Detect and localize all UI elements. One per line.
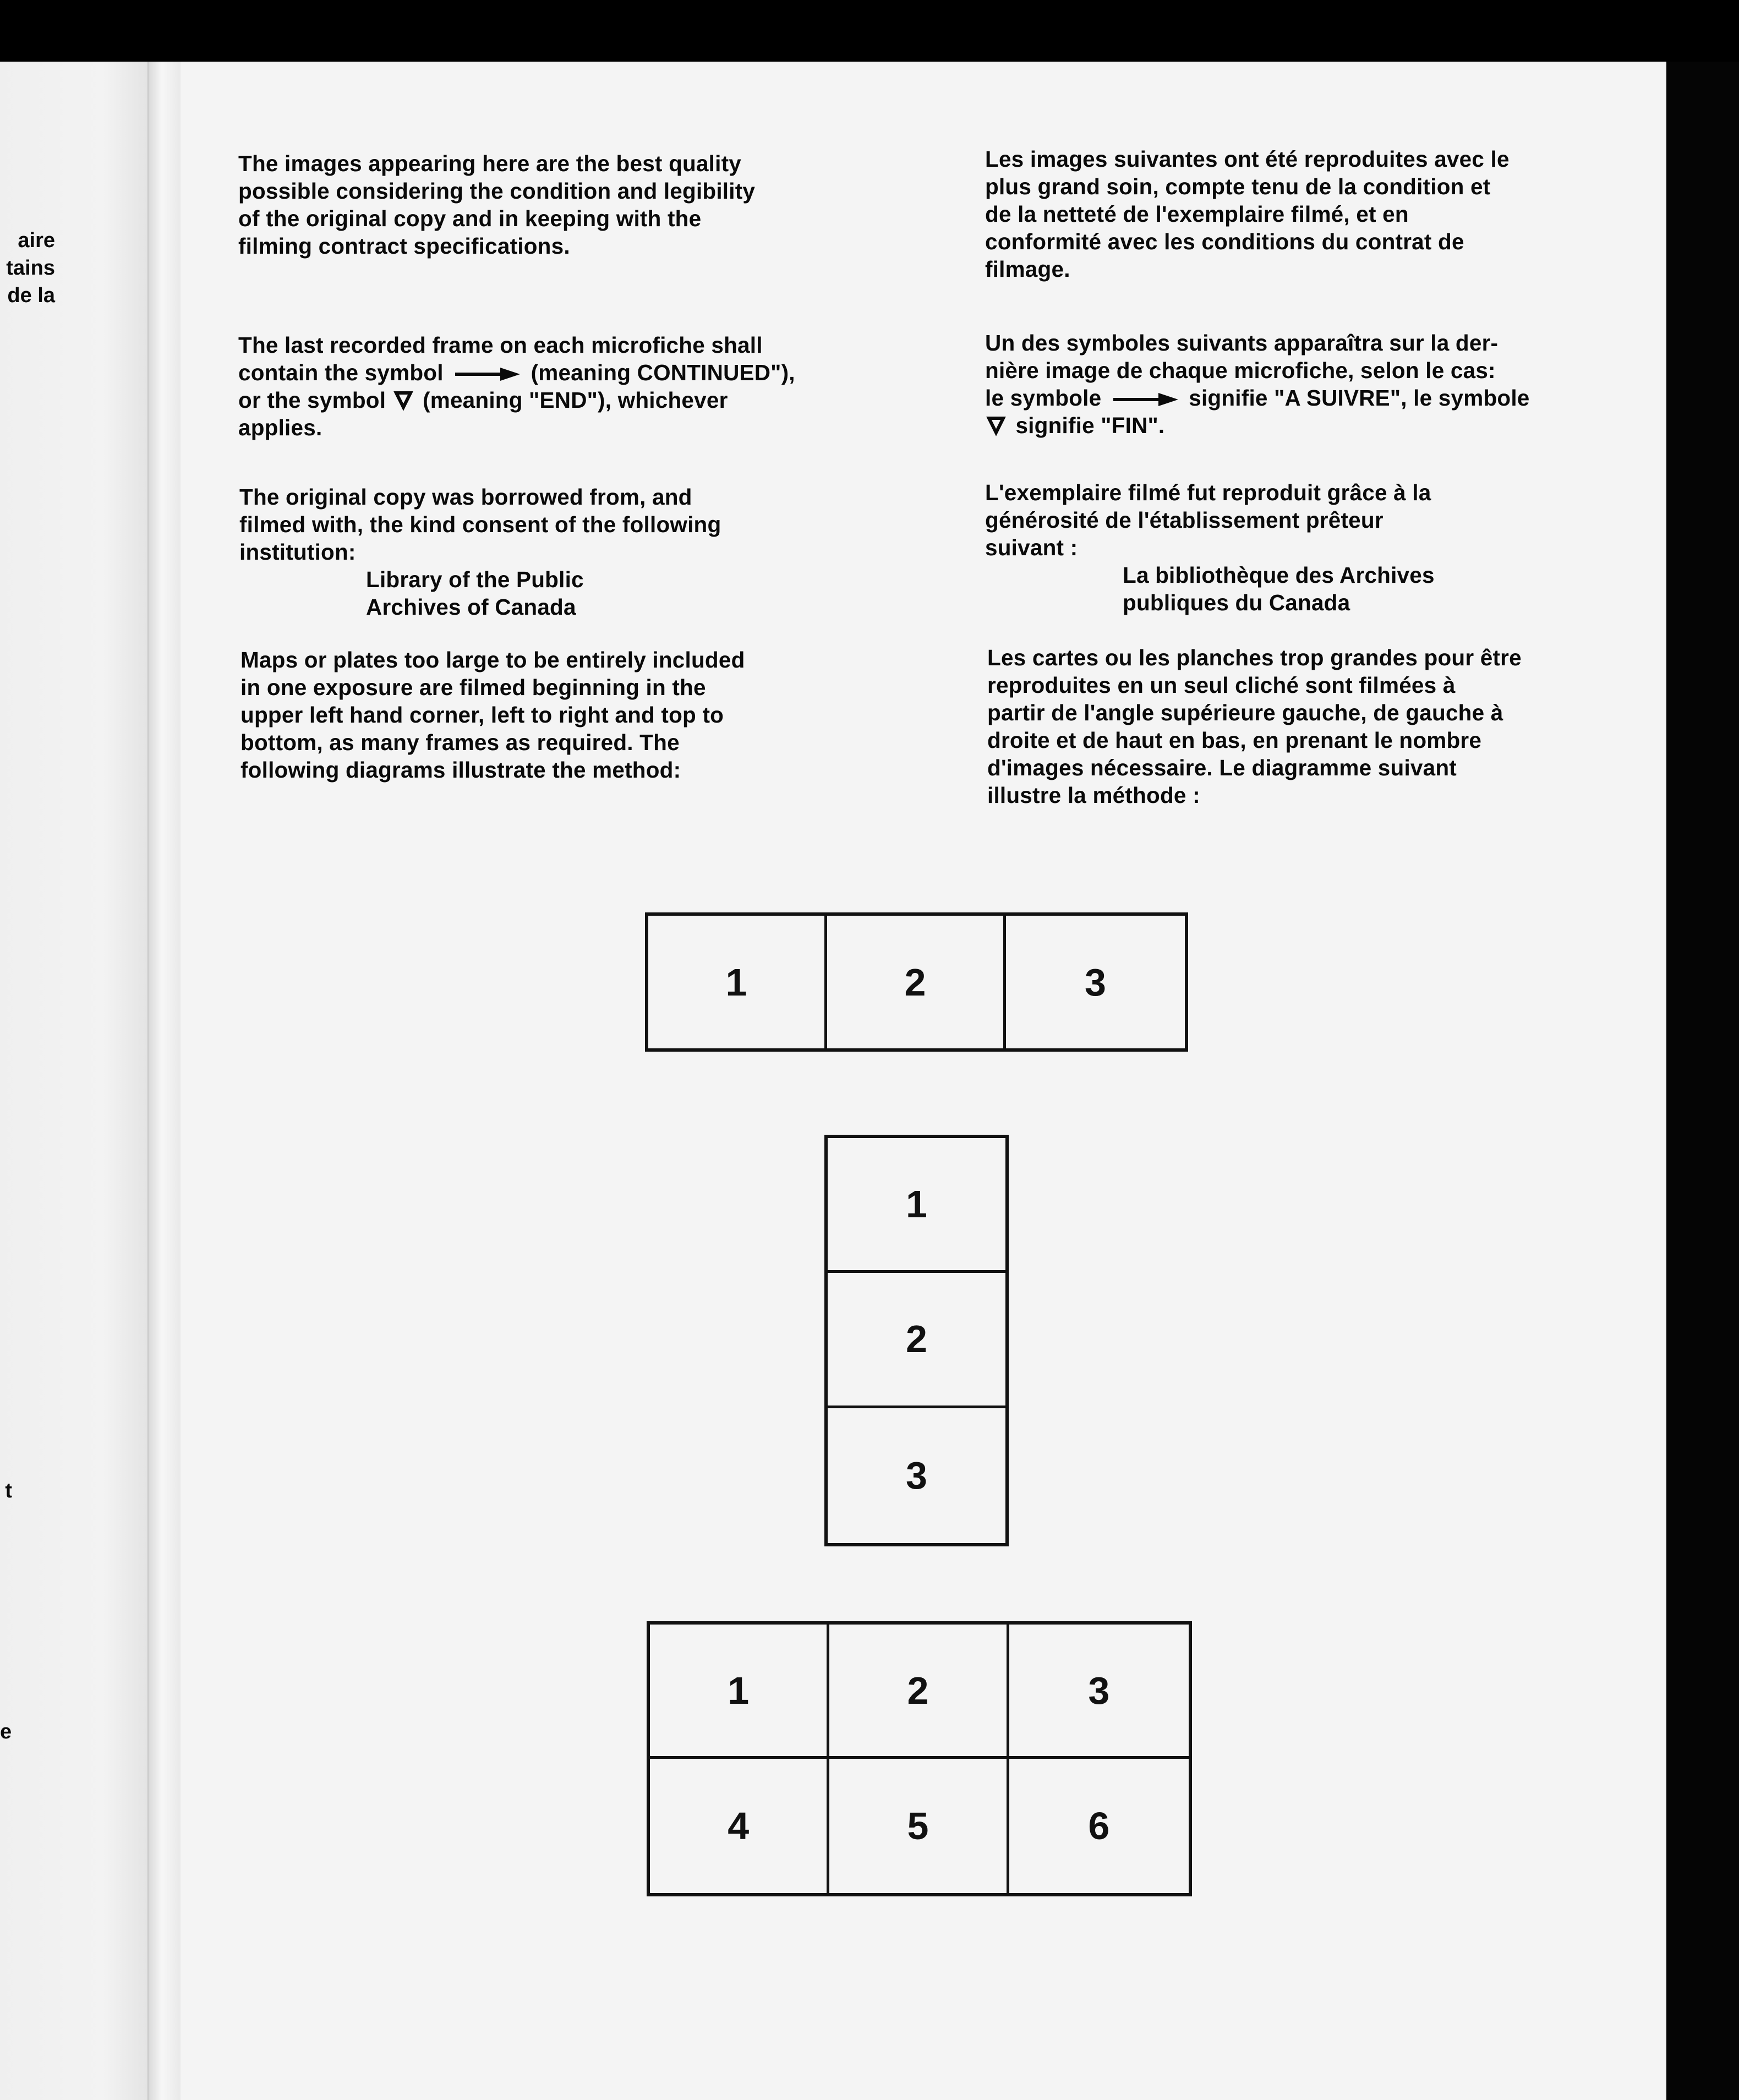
english-paragraph-quality: The images appearing here are the best quality possible considering the condition and legibility of the original copy and in keeping with the filming contract specifications. bbox=[238, 151, 756, 259]
page-fold bbox=[147, 62, 182, 2100]
institution-name: publiques du Canada bbox=[1123, 590, 1350, 615]
frame-cell: 5 bbox=[829, 1759, 1009, 1893]
frame-cell: 6 bbox=[1088, 1804, 1110, 1847]
arrow-right-icon bbox=[1113, 391, 1179, 408]
left-page-text-fragment: tains bbox=[6, 256, 55, 280]
frame-cell: 1 bbox=[648, 916, 827, 1048]
film-border-top bbox=[0, 0, 1739, 69]
english-paragraph-maps: Maps or plates too large to be entirely included in one exposure are filmed beginning in the upper left hand corner, left to right and top to bottom, as many frames as required. The following diagrams illustrate the method: bbox=[240, 647, 745, 783]
frame-cell: 3 bbox=[1085, 960, 1106, 1004]
frame-cell: 1 bbox=[828, 1138, 1005, 1273]
left-page-text-fragment: aire bbox=[18, 229, 55, 252]
frame-cell: 3 bbox=[1009, 1625, 1189, 1759]
diagram-grid-six-frames bbox=[647, 1621, 1192, 1896]
english-paragraph-source: The original copy was borrowed from, and filmed with, the kind consent of the following institution: Library of the Public Archives of Canada bbox=[239, 484, 721, 620]
english-paragraph-symbols: The last recorded frame on each microfiche shall contain the symbol (meaning CONTINUED"), or the symbol (meaning "END"), whichever applies. bbox=[238, 332, 795, 440]
french-paragraph-source: L'exemplaire filmé fut reproduit grâce à la générosité de l'établissement prêteur suivant : La bibliothèque des Archives publiques du Canada bbox=[985, 480, 1435, 615]
left-page-text-fragment: de la bbox=[7, 284, 55, 307]
frame-cell: 4 bbox=[650, 1759, 829, 1893]
frame-cell: 1 bbox=[650, 1625, 829, 1759]
institution-name: Archives of Canada bbox=[366, 594, 576, 620]
frame-cell: 2 bbox=[829, 1625, 1009, 1759]
french-paragraph-maps: Les cartes ou les planches trop grandes pour être reproduites en un seul cliché sont filmées à partir de l'angle supérieure gauche, de gauche à droite et de haut en bas, en prenant le nombre d'images nécessaire. Le diagramme suivant illustre la méthode : bbox=[987, 645, 1522, 808]
target-page bbox=[181, 62, 1666, 2100]
french-paragraph-quality: Les images suivantes ont été reproduites avec le plus grand soin, compte tenu de la condition et de la netteté de l'exemplaire filmé, et en conformité avec les conditions du contrat de filmage. bbox=[985, 146, 1510, 282]
left-page-text-fragment: e bbox=[0, 1720, 12, 1743]
institution-name: La bibliothèque des Archives bbox=[1123, 562, 1435, 588]
institution-name: Library of the Public bbox=[366, 567, 584, 592]
diagram-row-three-frames bbox=[645, 912, 1188, 1052]
triangle-down-icon bbox=[395, 391, 412, 409]
film-border-right bbox=[1666, 62, 1739, 2100]
left-page-text-fragment: t bbox=[5, 1479, 12, 1502]
frame-cell: 2 bbox=[827, 916, 1006, 1048]
arrow-right-icon bbox=[455, 366, 521, 382]
previous-page-edge bbox=[0, 62, 147, 2100]
triangle-down-icon bbox=[987, 417, 1005, 434]
french-paragraph-symbols: Un des symboles suivants apparaîtra sur la der- nière image de chaque microfiche, selon le cas: le symbole signifie "A SUIVRE", le symbole signifie "FIN". bbox=[985, 330, 1530, 438]
frame-cell: 3 bbox=[906, 1454, 927, 1497]
frame-cell: 2 bbox=[828, 1273, 1005, 1408]
diagram-column-three-frames bbox=[824, 1135, 1009, 1546]
